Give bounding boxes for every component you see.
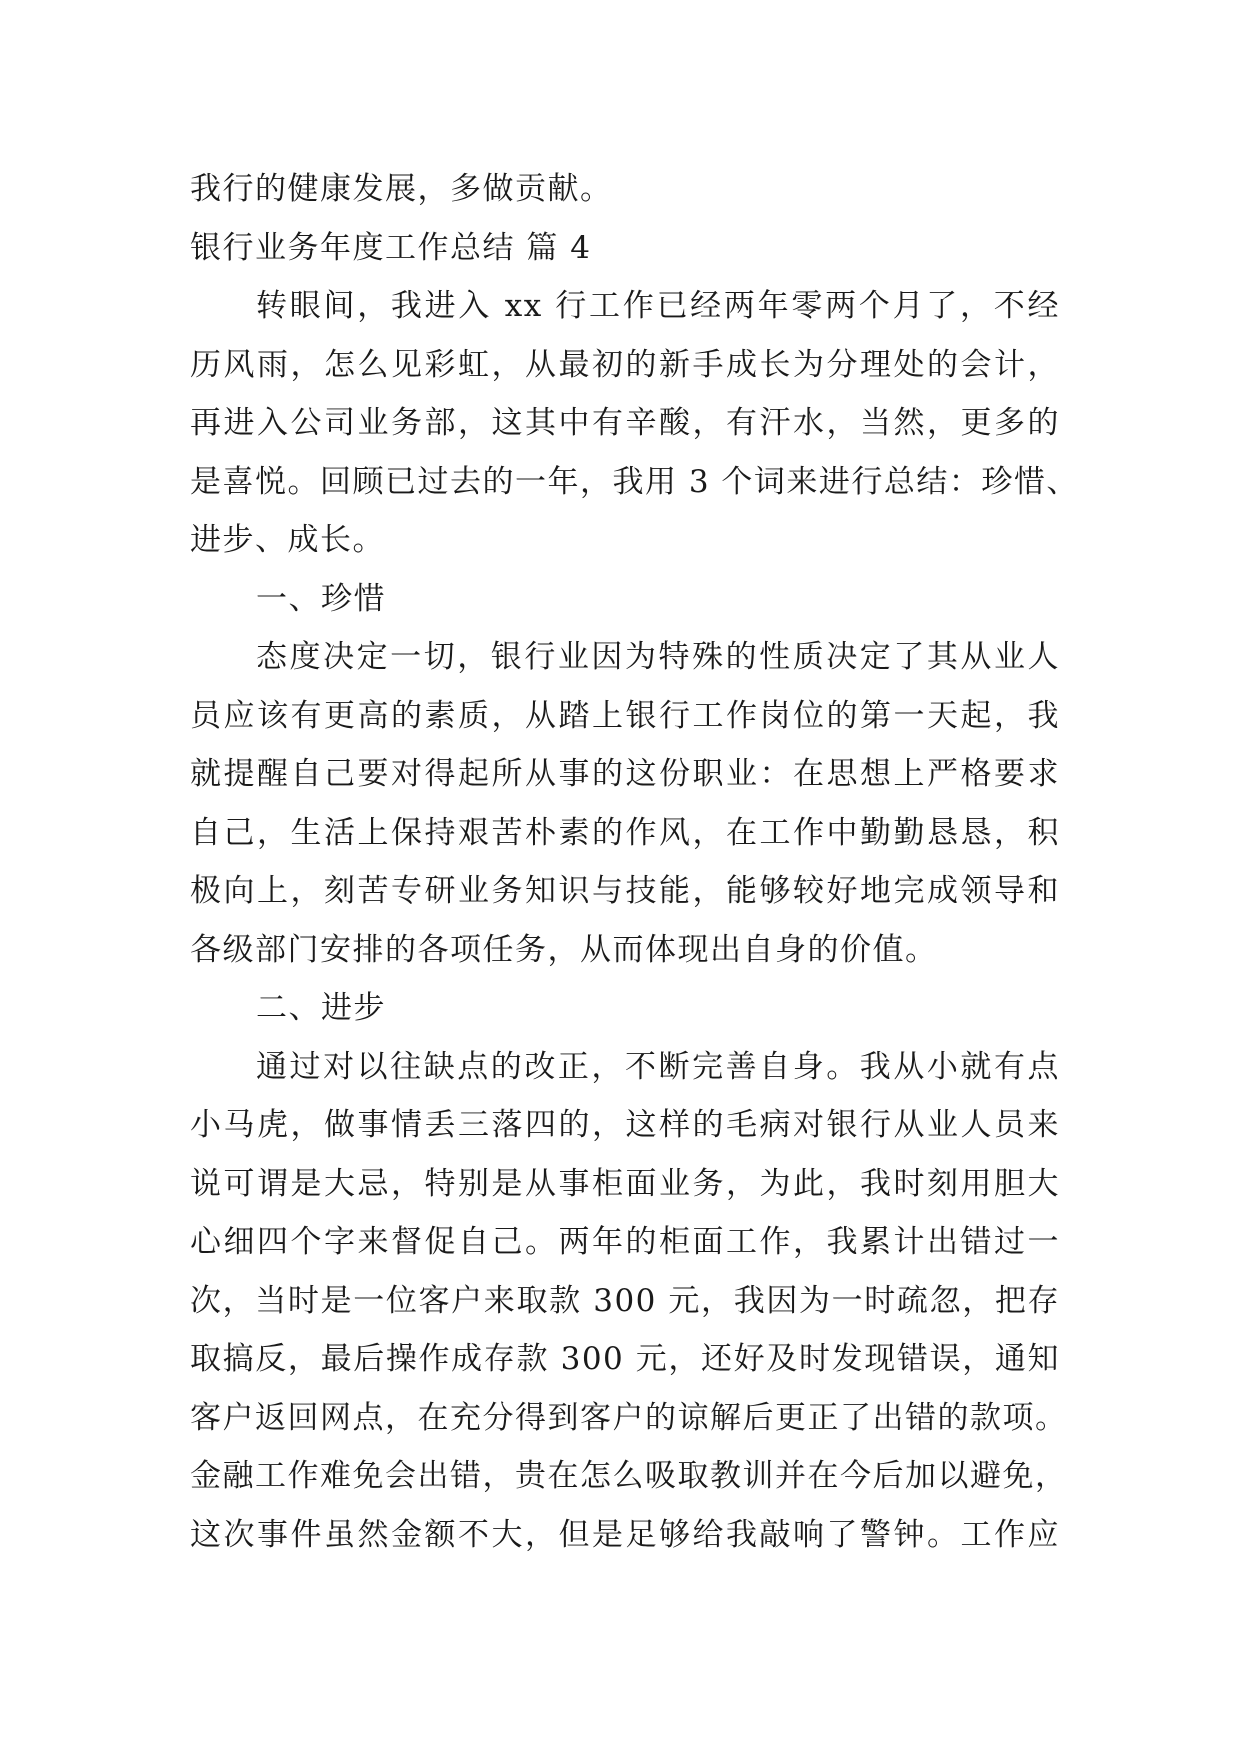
text-line: 自己，生活上保持艰苦朴素的作风，在工作中勤勤恳恳，积: [190, 814, 1060, 851]
text-line: 二、进步: [256, 990, 386, 1026]
text-line: 是喜悦。回顾已过去的一年，我用 3 个词来进行总结：珍惜、: [190, 463, 1079, 500]
text-line: 这次事件虽然金额不大，但是足够给我敲响了警钟。工作应: [190, 1516, 1060, 1553]
text-line: 我行的健康发展，多做贡献。: [190, 171, 613, 207]
text-line: 转眼间，我进入 xx 行工作已经两年零两个月了，不经: [256, 288, 1060, 324]
text-line: 次，当时是一位客户来取款 300 元，我因为一时疏忽，把存: [190, 1282, 1060, 1319]
text-line: 再进入公司业务部，这其中有辛酸，有汗水，当然，更多的: [190, 405, 1060, 441]
text-line: 取搞反，最后操作成存款 300 元，还好及时发现错误，通知: [190, 1341, 1060, 1377]
text-line: 金融工作难免会出错，贵在怎么吸取教训并在今后加以避免，: [190, 1458, 1068, 1494]
section-heading: 银行业务年度工作总结 篇 4: [190, 229, 592, 266]
text-line: 通过对以往缺点的改正，不断完善自身。我从小就有点: [256, 1048, 1060, 1085]
text-line: 员应该有更高的素质，从踏上银行工作岗位的第一天起，我: [190, 697, 1060, 734]
text-line: 进步、成长。: [190, 522, 385, 558]
text-line: 小马虎，做事情丢三落四的，这样的毛病对银行从业人员来: [190, 1107, 1060, 1143]
text-line: 历风雨，怎么见彩虹，从最初的新手成长为分理处的会计，: [190, 346, 1060, 383]
text-line: 说可谓是大忌，特别是从事柜面业务，为此，我时刻用胆大: [190, 1165, 1060, 1202]
text-line: 一、珍惜: [256, 580, 386, 617]
document-body: [190, 160, 1079, 1564]
text-line: 各级部门安排的各项任务，从而体现出自身的价值。: [190, 931, 938, 968]
text-line: 就提醒自己要对得起所从事的这份职业：在思想上严格要求: [190, 756, 1060, 792]
text-line: 态度决定一切，银行业因为特殊的性质决定了其从业人: [256, 639, 1060, 675]
text-line: 客户返回网点，在充分得到客户的谅解后更正了出错的款项。: [190, 1399, 1068, 1436]
text-line: 心细四个字来督促自己。两年的柜面工作，我累计出错过一: [190, 1224, 1060, 1260]
text-line: 极向上，刻苦专研业务知识与技能，能够较好地完成领导和: [190, 873, 1060, 909]
